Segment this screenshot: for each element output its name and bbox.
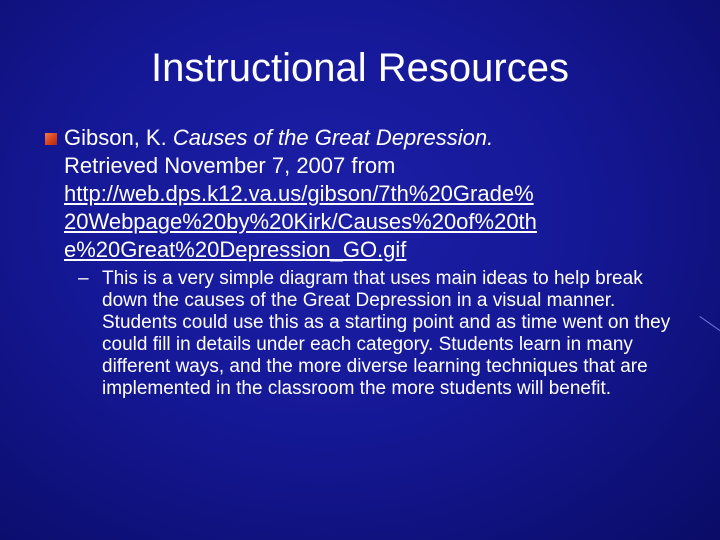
square-bullet-icon: [45, 133, 57, 145]
citation-retrieved: Retrieved November 7, 2007 from: [64, 153, 396, 178]
citation-author: Gibson, K.: [64, 125, 167, 150]
citation-url-line-2: 20Webpage%20by%20Kirk/Causes%20of%20th: [64, 209, 537, 234]
slide-title: Instructional Resources: [151, 46, 569, 90]
decorative-line: [699, 316, 720, 334]
sub-bullet-dash: –: [78, 268, 89, 289]
citation-work-title: Causes of the Great Depression.: [172, 125, 494, 150]
sub-bullet-text: This is a very simple diagram that uses main ideas to help break down the causes of the Great Depression in a visual manner. Students could use this as a starting point and as time went on they could fill in details under each category. Students learn in many different ways, and the more diverse learning techniques that are implemented in the classroom the more students will benefit.: [102, 268, 671, 399]
citation-block: [64, 124, 704, 264]
citation-url-line-1: http://web.dps.k12.va.us/gibson/7th%20Grade%: [64, 181, 534, 206]
citation-link[interactable]: [64, 181, 537, 262]
citation-url-line-3: e%20Great%20Depression_GO.gif: [64, 237, 407, 262]
